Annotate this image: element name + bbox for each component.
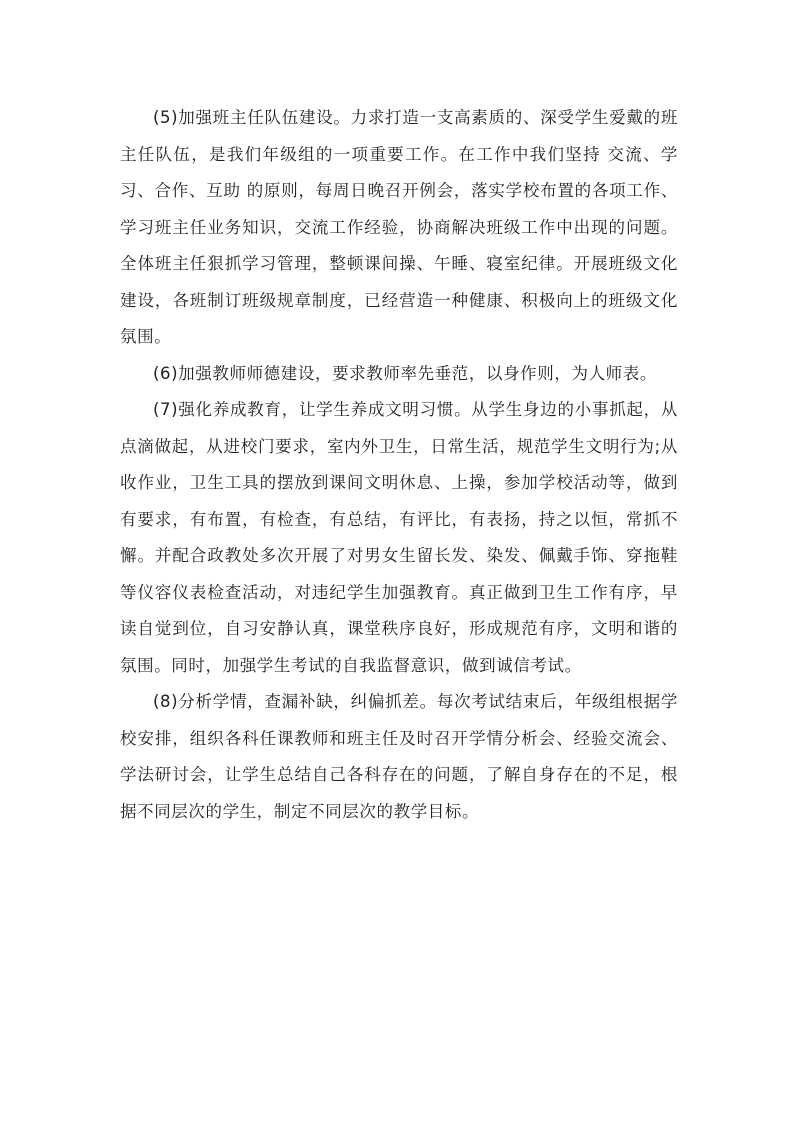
paragraph-7-habit-education: (7)强化养成教育，让学生养成文明习惯。从学生身边的小事抓起，从点滴做起，从进校门要求，室内外卫生，日常生活，规范学生文明行为;从收作业，卫生工具的摆放到课间文明休息、上操，参加学校活动等，做到有要求，有布置，有检查，有总结，有评比，有表扬，持之以恒，常抓不懈。并配合政教处多次开展了对男女生留长发、染发、佩戴手饰、穿拖鞋等仪容仪表检查活动，对违纪学生加强教育。真正做到卫生工作有序，早读自觉到位，自习安静认真，课堂秩序良好，形成规范有序，文明和谐的氛围。同时，加强学生考试的自我监督意识，做到诚信考试。: [120, 400, 678, 675]
paragraph-6-teacher-ethics: (6)加强教师师德建设，要求教师率先垂范，以身作则，为人师表。: [153, 363, 657, 383]
document-body: [120, 100, 678, 830]
paragraph-5-class-teacher-team: (5)加强班主任队伍建设。力求打造一支高素质的、深受学生爱戴的班主任队伍，是我们年级组的一项重要工作。在工作中我们坚持 交流、学习、合作、互助 的原则，每周日晚召开例会，落实学校布置的各项工作、学习班主任业务知识，交流工作经验，协商解决班级工作中出现的问题。全体班主任狠抓学习管理，整顿课间操、午睡、寝室纪律。开展班级文化建设，各班制订班级规章制度，已经营造一种健康、积极向上的班级文化氛围。: [120, 108, 678, 346]
paragraph-8-learning-analysis: (8)分析学情，查漏补缺，纠偏抓差。每次考试结束后，年级组根据学校安排，组织各科任课教师和班主任及时召开学情分析会、经验交流会、学法研讨会，让学生总结自己各科存在的问题，了解自身存在的不足，根据不同层次的学生，制定不同层次的教学目标。: [120, 692, 678, 821]
